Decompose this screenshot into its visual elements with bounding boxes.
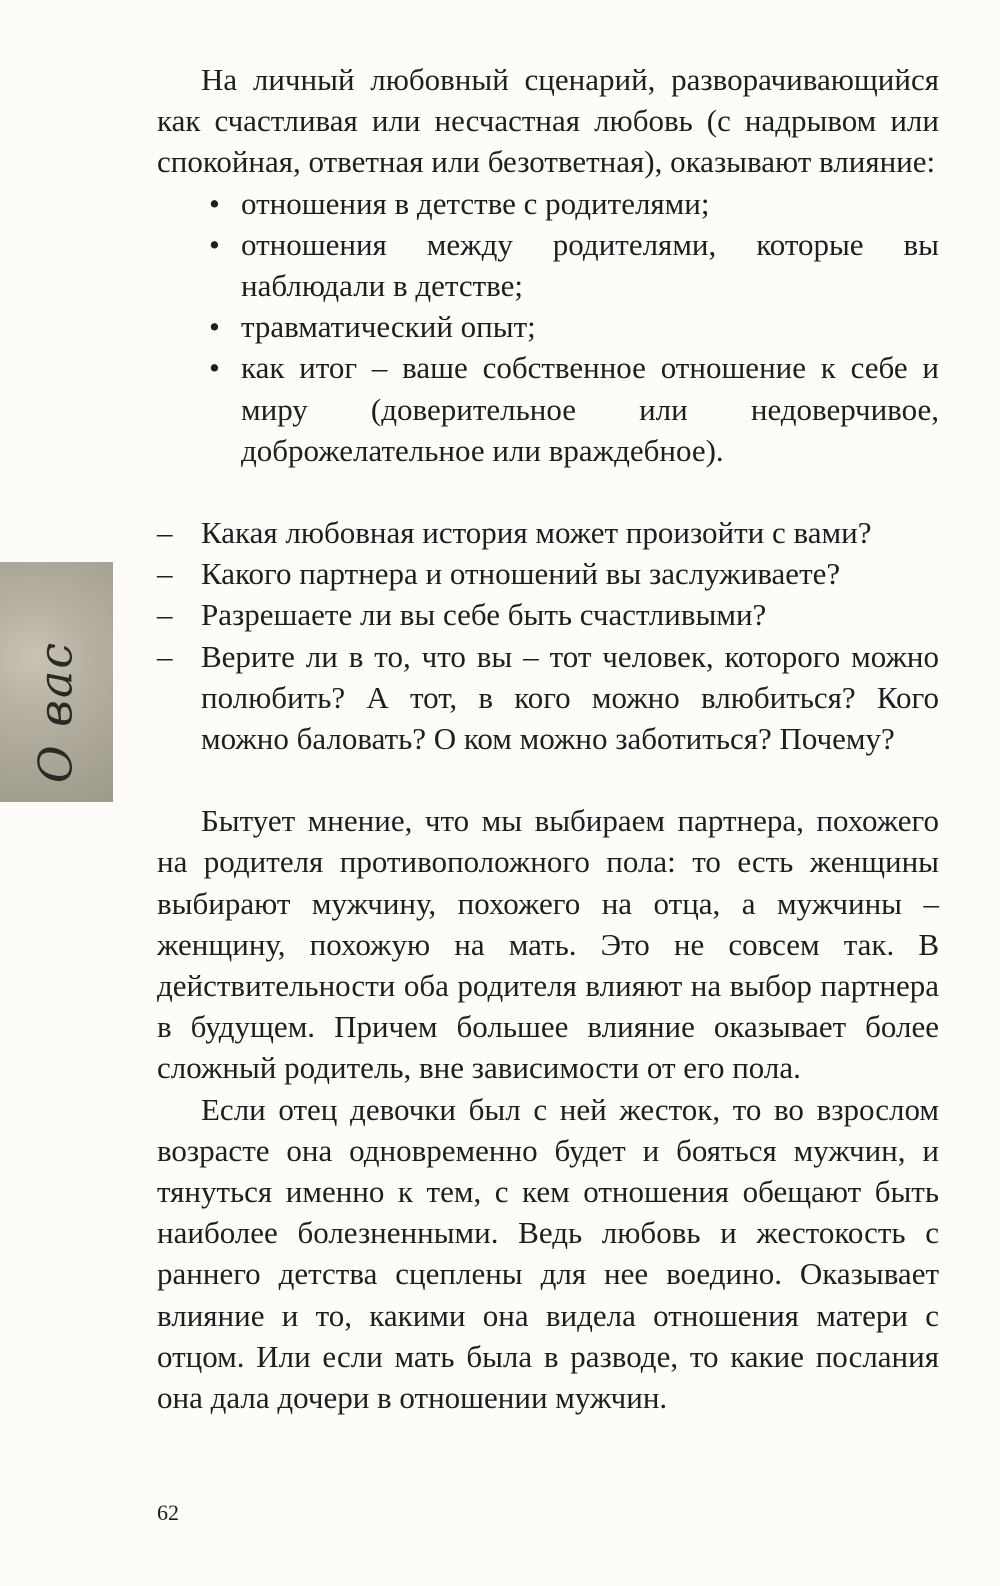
section-tab: [0, 562, 113, 802]
influence-item: • травматический опыт;: [241, 306, 939, 347]
influence-item: • как итог – ваше собственное отношение к себе и миру (доверительное или недоверчивое, доброжелательное или враждебное).: [241, 347, 939, 471]
body-paragraph: Если отец девочки был с ней жесток, то во взрослом возрасте она одновременно будет и бояться мужчин, и тянуться именно к тем, с кем отношения обещают быть наиболее болезненными. Ведь любовь и жестокость с раннего детства сцеплены для нее воедино. Оказывает влияние и то, какими она видела отношения матери с отцом. Или если мать была в разводе, то какие послания она дала дочери в отношении мужчин.: [157, 1091, 939, 1416]
question-item: – Какая любовная история может произойти с вами?: [201, 512, 939, 553]
question-item: – Какого партнера и отношений вы заслуживаете?: [201, 553, 939, 594]
influences-list: [157, 183, 939, 471]
questions-list: [157, 512, 939, 759]
section-tab-label: О вас: [28, 640, 83, 784]
question-item: – Верите ли в то, что вы – тот человек, которого можно полюбить? А тот, в кого можно влюбиться? Кого можно баловать? О ком можно заботиться? Почему?: [201, 636, 939, 760]
spacer: [157, 759, 939, 800]
question-item: – Разрешаете ли вы себе быть счастливыми?: [201, 594, 939, 635]
spacer: [157, 471, 939, 512]
page-number: 62: [157, 1500, 179, 1525]
body-paragraph: Бытует мнение, что мы выбираем партнера, похожего на родителя противоположного пола: то есть женщины выбирают мужчину, похожего на отца, а мужчины – женщину, похожую на мать. Это не совсем так. В действительности оба родителя влияют на выбор партнера в будущем. Причем большее влияние оказывает более сложный родитель, вне зависимости от его пола.: [157, 803, 939, 1086]
influence-item: • отношения между родителями, которые вы наблюдали в детстве;: [241, 224, 939, 306]
influence-item: • отношения в детстве с родителями;: [241, 183, 939, 224]
intro-paragraph: На личный любовный сценарий, разворачивающийся как счастливая или несчастная любовь (с надрывом или спокойная, ответная или безответная), оказывают влияние:: [157, 62, 939, 180]
page-content: [157, 59, 939, 1418]
